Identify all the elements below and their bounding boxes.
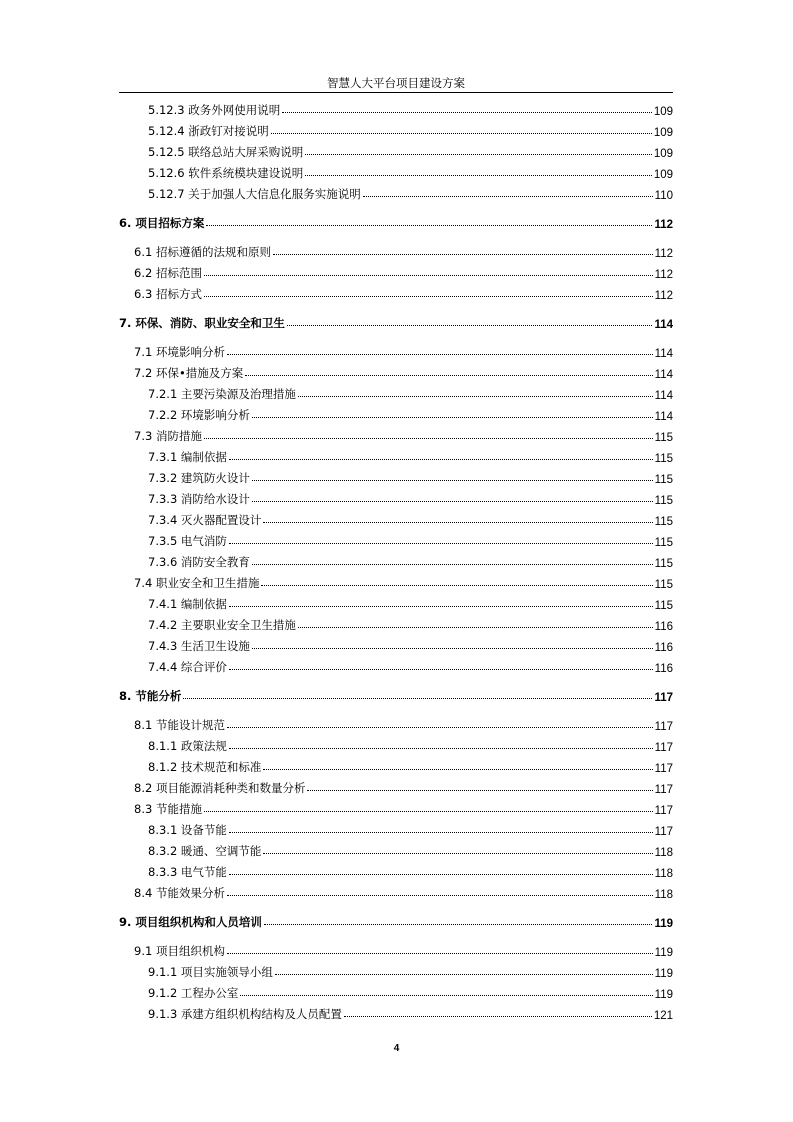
toc-entry-page: 118: [654, 847, 673, 859]
toc-entry[interactable]: [148, 529, 673, 549]
toc-entry-page: 112: [654, 269, 673, 281]
toc-entry[interactable]: [148, 613, 673, 633]
toc-entry[interactable]: [148, 161, 673, 181]
dot-leader: [240, 995, 652, 996]
toc-entry[interactable]: [148, 734, 673, 754]
toc-entry-title: 9.1.3 承建方组织机构结构及人员配置: [148, 1007, 342, 1021]
toc-entry[interactable]: [148, 445, 673, 465]
toc-entry[interactable]: [119, 211, 673, 231]
toc-entry-page: 115: [654, 579, 673, 591]
toc-entry[interactable]: [148, 466, 673, 486]
dot-leader: [263, 769, 652, 770]
toc-entry-page: 119: [654, 918, 673, 930]
toc-entry-title: 7.4.2 主要职业安全卫生措施: [148, 618, 296, 632]
dot-leader: [206, 225, 652, 226]
toc-entry-title: 7.4.1 编制依据: [148, 597, 227, 611]
toc-entry-title: 7.4 职业安全和卫生措施: [134, 576, 260, 590]
toc-entry-title: 7.1 环境影响分析: [134, 345, 225, 359]
toc-entry-title: 8. 节能分析: [119, 689, 182, 703]
toc-entry[interactable]: [134, 424, 673, 444]
toc-entry-page: 116: [654, 642, 673, 654]
toc-entry-title: 9.1 项目组织机构: [134, 944, 225, 958]
dot-leader: [344, 1016, 652, 1017]
toc-entry-page: 117: [654, 763, 673, 775]
toc-entry[interactable]: [148, 382, 673, 402]
toc-entry-page: 118: [654, 889, 673, 901]
dot-leader: [227, 895, 653, 896]
toc-entry-page: 114: [654, 319, 673, 331]
toc-entry-page: 115: [654, 600, 673, 612]
toc-entry[interactable]: [148, 634, 673, 654]
toc-entry-page: 114: [654, 369, 673, 381]
toc-entry[interactable]: [148, 182, 673, 202]
dot-leader: [229, 874, 653, 875]
dot-leader: [204, 811, 653, 812]
toc-entry-page: 115: [654, 474, 673, 486]
page-header: 智慧人大平台项目建设方案: [119, 72, 673, 93]
dot-leader: [227, 354, 653, 355]
toc-entry[interactable]: [148, 119, 673, 139]
dot-leader: [263, 853, 652, 854]
dot-leader: [229, 543, 653, 544]
dot-leader: [298, 627, 653, 628]
toc-entry[interactable]: [148, 508, 673, 528]
toc-entry-page: 115: [654, 432, 673, 444]
toc-entry[interactable]: [134, 571, 673, 591]
toc-entry-title: 8.1 节能设计规范: [134, 718, 225, 732]
toc-entry-title: 7.2.1 主要污染源及治理措施: [148, 387, 296, 401]
toc-entry[interactable]: [134, 240, 673, 260]
toc-entry-page: 117: [654, 742, 673, 754]
toc-entry[interactable]: [148, 981, 673, 1001]
toc-entry-title: 5.12.7 关于加强人大信息化服务实施说明: [148, 187, 361, 201]
toc-entry-title: 9.1.1 项目实施领导小组: [148, 965, 273, 979]
dot-leader: [252, 417, 653, 418]
toc-entry[interactable]: [148, 655, 673, 675]
dot-leader: [363, 196, 653, 197]
dot-leader: [273, 254, 653, 255]
toc-entry-title: 8.3 节能措施: [134, 802, 202, 816]
toc-entry-page: 112: [654, 219, 673, 231]
toc-entry-page: 117: [654, 805, 673, 817]
toc-entry[interactable]: [148, 839, 673, 859]
toc-entry[interactable]: [148, 550, 673, 570]
toc-entry[interactable]: [148, 755, 673, 775]
toc-entry-page: 116: [654, 663, 673, 675]
dot-leader: [287, 325, 653, 326]
toc-entry[interactable]: [148, 818, 673, 838]
toc-entry[interactable]: [134, 261, 673, 281]
toc-entry-page: 112: [654, 248, 673, 260]
toc-entry-page: 114: [654, 348, 673, 360]
toc-entry[interactable]: [134, 361, 673, 381]
dot-leader: [261, 585, 652, 586]
toc-entry-title: 7.3.3 消防给水设计: [148, 492, 250, 506]
dot-leader: [305, 154, 652, 155]
toc-entry-page: 115: [654, 516, 673, 528]
toc-entry-title: 8.3.3 电气节能: [148, 865, 227, 879]
toc-entry-page: 115: [654, 453, 673, 465]
toc-entry-page: 109: [653, 169, 673, 181]
toc-entry[interactable]: [119, 311, 673, 331]
toc-entry-title: 5.12.4 浙政钉对接说明: [148, 124, 269, 138]
toc-entry-title: 8.2 项目能源消耗种类和数量分析: [134, 781, 306, 795]
dot-leader: [204, 438, 653, 439]
toc-entry[interactable]: [148, 1002, 673, 1022]
toc-entry-title: 7.3 消防措施: [134, 429, 202, 443]
dot-leader: [204, 296, 653, 297]
toc-entry-page: 115: [654, 495, 673, 507]
dot-leader: [307, 790, 652, 791]
dot-leader: [298, 396, 653, 397]
toc-entry-title: 7.3.5 电气消防: [148, 534, 227, 548]
toc-entry-title: 8.1.2 技术规范和标准: [148, 760, 262, 774]
dot-leader: [252, 648, 653, 649]
toc-entry-title: 6.2 招标范围: [134, 266, 202, 280]
toc-entry-title: 7.3.6 消防安全教育: [148, 555, 250, 569]
toc-entry-title: 7.4.4 综合评价: [148, 660, 227, 674]
toc-entry-page: 109: [653, 127, 673, 139]
toc-entry-title: 7.3.2 建筑防火设计: [148, 471, 250, 485]
toc-entry-page: 117: [654, 826, 673, 838]
toc-entry-page: 116: [654, 621, 673, 633]
dot-leader: [305, 175, 652, 176]
toc-entry-title: 7.3.1 编制依据: [148, 450, 227, 464]
dot-leader: [229, 459, 653, 460]
toc-entry[interactable]: [148, 140, 673, 160]
toc-entry-title: 8.3.1 设备节能: [148, 823, 227, 837]
dot-leader: [252, 480, 653, 481]
toc-entry-title: 5.12.5 联络总站大屏采购说明: [148, 145, 304, 159]
toc-entry-title: 7.2 环保•措施及方案: [134, 366, 244, 380]
dot-leader: [204, 275, 653, 276]
toc-entry-title: 5.12.3 政务外网使用说明: [148, 103, 281, 117]
dot-leader: [271, 133, 652, 134]
toc-entry[interactable]: [134, 797, 673, 817]
toc-entry-title: 7. 环保、消防、职业安全和卫生: [119, 316, 285, 330]
dot-leader: [245, 375, 652, 376]
toc-entry[interactable]: [119, 910, 673, 930]
toc-entry[interactable]: [134, 713, 673, 733]
toc-entry-title: 9. 项目组织机构和人员培训: [119, 915, 262, 929]
toc-entry-page: 117: [654, 692, 673, 704]
toc-entry-title: 8.3.2 暖通、空调节能: [148, 844, 262, 858]
toc-entry[interactable]: [148, 487, 673, 507]
toc-entry-page: 117: [654, 721, 673, 733]
toc-entry-title: 8.4 节能效果分析: [134, 886, 225, 900]
toc-entry-title: 7.3.4 灭火器配置设计: [148, 513, 262, 527]
toc-entry-title: 7.4.3 生活卫生设施: [148, 639, 250, 653]
toc-entry[interactable]: [148, 98, 673, 118]
toc-entry-page: 114: [654, 411, 673, 423]
toc-entry-page: 115: [654, 558, 673, 570]
page-number: 4: [393, 1043, 400, 1054]
dot-leader: [229, 748, 653, 749]
toc-entry-page: 110: [654, 190, 673, 202]
toc-entry-page: 119: [654, 989, 673, 1001]
dot-leader: [229, 606, 653, 607]
toc-entry-page: 121: [653, 1010, 673, 1022]
dot-leader: [227, 953, 653, 954]
toc-entry-page: 118: [654, 868, 673, 880]
dot-leader: [264, 924, 653, 925]
toc-entry[interactable]: [134, 881, 673, 901]
toc-entry-page: 119: [654, 968, 673, 980]
toc-entry-title: 6.1 招标遵循的法规和原则: [134, 245, 271, 259]
toc-entry-page: 114: [654, 390, 673, 402]
toc-entry-page: 119: [654, 947, 673, 959]
toc-entry[interactable]: [134, 282, 673, 302]
toc-entry-title: 6.3 招标方式: [134, 287, 202, 301]
toc-entry[interactable]: [134, 939, 673, 959]
toc-entry-page: 109: [653, 106, 673, 118]
dot-leader: [229, 832, 653, 833]
dot-leader: [229, 669, 653, 670]
toc-entry[interactable]: [148, 960, 673, 980]
toc-entry-page: 112: [654, 290, 673, 302]
toc-entry-title: 5.12.6 软件系统模块建设说明: [148, 166, 304, 180]
toc-entry-page: 109: [653, 148, 673, 160]
dot-leader: [252, 564, 653, 565]
toc-entry-page: 115: [654, 537, 673, 549]
dot-leader: [263, 522, 652, 523]
dot-leader: [275, 974, 653, 975]
toc-entry-title: 7.2.2 环境影响分析: [148, 408, 250, 422]
toc-entry[interactable]: [148, 403, 673, 423]
dot-leader: [282, 112, 652, 113]
toc-entry[interactable]: [134, 340, 673, 360]
toc-entry[interactable]: [119, 684, 673, 704]
toc-entry[interactable]: [148, 592, 673, 612]
dot-leader: [227, 727, 653, 728]
toc-entry[interactable]: [134, 776, 673, 796]
toc-entry-title: 6. 项目招标方案: [119, 216, 205, 230]
dot-leader: [183, 698, 652, 699]
toc-entry-page: 117: [654, 784, 673, 796]
toc-entry-title: 9.1.2 工程办公室: [148, 986, 239, 1000]
toc-entry[interactable]: [148, 860, 673, 880]
dot-leader: [252, 501, 653, 502]
toc-entry-title: 8.1.1 政策法规: [148, 739, 227, 753]
